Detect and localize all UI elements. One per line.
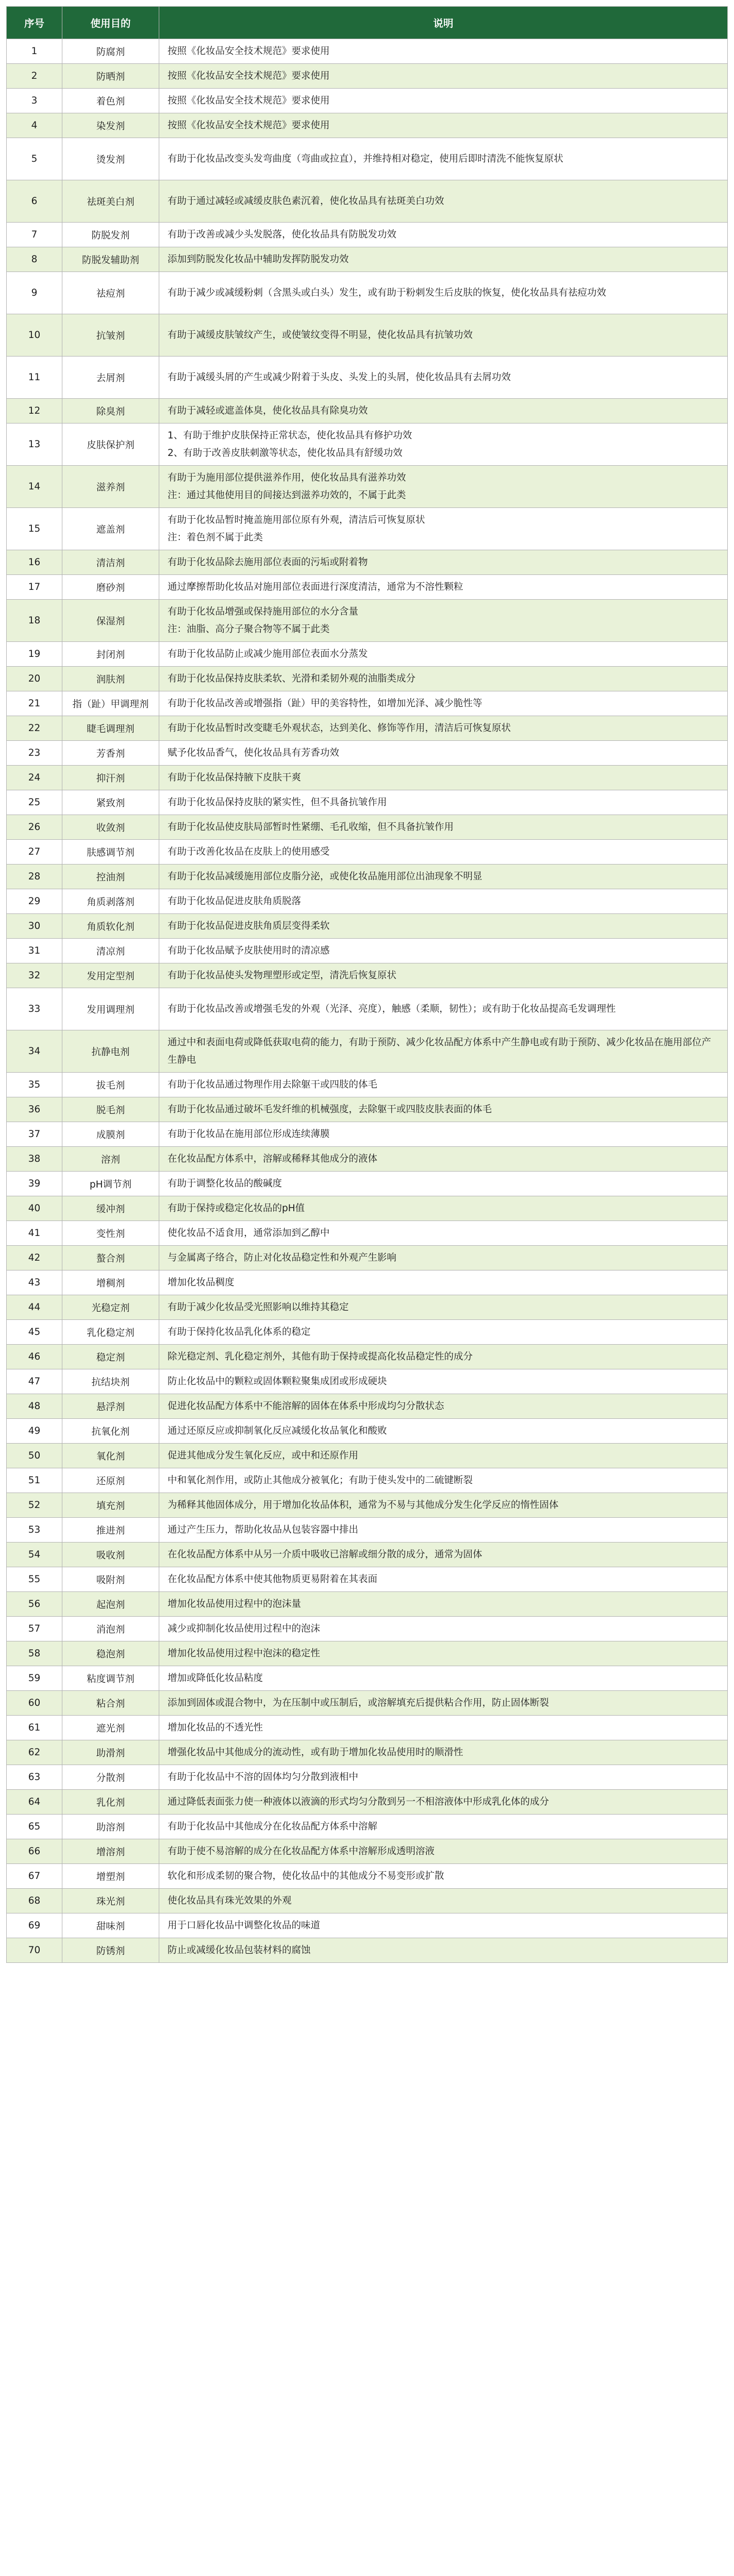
table-row <box>7 939 728 963</box>
table-row <box>7 1444 728 1468</box>
row-purpose: 抗氧化剂 <box>62 1419 159 1444</box>
row-purpose: 遮光剂 <box>62 1716 159 1740</box>
row-description: 增加化妆品稠度 <box>159 1270 728 1295</box>
table-row <box>7 790 728 815</box>
row-description: 通过产生压力，帮助化妆品从包装容器中排出 <box>159 1518 728 1543</box>
row-number: 58 <box>7 1641 62 1666</box>
row-description: 有助于化妆品除去施用部位表面的污垢或附着物 <box>159 550 728 575</box>
row-description: 增加化妆品使用过程中泡沫的稳定性 <box>159 1641 728 1666</box>
table-row <box>7 1320 728 1345</box>
row-number: 17 <box>7 575 62 600</box>
row-number: 24 <box>7 766 62 790</box>
table-row <box>7 89 728 113</box>
row-number: 9 <box>7 272 62 314</box>
row-number: 35 <box>7 1073 62 1097</box>
table-row <box>7 1691 728 1716</box>
row-number: 63 <box>7 1765 62 1790</box>
row-purpose: 脱毛剂 <box>62 1097 159 1122</box>
table-row <box>7 1493 728 1518</box>
row-purpose: 粘度调节剂 <box>62 1666 159 1691</box>
table-row <box>7 1097 728 1122</box>
table-row <box>7 691 728 716</box>
row-purpose: 螯合剂 <box>62 1246 159 1270</box>
table-row <box>7 1815 728 1839</box>
row-number: 44 <box>7 1295 62 1320</box>
row-description: 有助于调整化妆品的酸碱度 <box>159 1172 728 1196</box>
row-number: 62 <box>7 1740 62 1765</box>
row-number: 53 <box>7 1518 62 1543</box>
row-number: 5 <box>7 138 62 180</box>
row-description: 有助于减少化妆品受光照影响以维持其稳定 <box>159 1295 728 1320</box>
row-description: 有助于化妆品防止或减少施用部位表面水分蒸发 <box>159 642 728 667</box>
row-number: 22 <box>7 716 62 741</box>
table-row <box>7 314 728 357</box>
row-number: 32 <box>7 963 62 988</box>
table-row <box>7 1864 728 1889</box>
row-number: 6 <box>7 180 62 223</box>
row-description: 有助于化妆品在施用部位形成连续薄膜 <box>159 1122 728 1147</box>
table-row <box>7 1592 728 1617</box>
row-description: 有助于通过减轻或减缓皮肤色素沉着，使化妆品具有祛斑美白功效 <box>159 180 728 223</box>
row-number: 12 <box>7 399 62 423</box>
row-description: 通过中和表面电荷或降低获取电荷的能力，有助于预防、减少化妆品配方体系中产生静电或有助于预防、减少化妆品在施用部位产生静电 <box>159 1030 728 1073</box>
row-purpose: 皮肤保护剂 <box>62 423 159 466</box>
row-description: 有助于化妆品暂时改变睫毛外观状态，达到美化、修饰等作用，清洁后可恢复原状 <box>159 716 728 741</box>
table-row <box>7 1030 728 1073</box>
table-body <box>7 39 728 1963</box>
row-description: 有助于改善化妆品在皮肤上的使用感受 <box>159 840 728 865</box>
row-description: 减少或抑制化妆品使用过程中的泡沫 <box>159 1617 728 1641</box>
row-description: 有助于化妆品通过物理作用去除躯干或四肢的体毛 <box>159 1073 728 1097</box>
table-row <box>7 914 728 939</box>
row-number: 26 <box>7 815 62 840</box>
row-description: 有助于化妆品保持腋下皮肤干爽 <box>159 766 728 790</box>
row-purpose: 还原剂 <box>62 1468 159 1493</box>
row-number: 10 <box>7 314 62 357</box>
row-description: 在化妆品配方体系中，溶解或稀释其他成分的液体 <box>159 1147 728 1172</box>
row-number: 3 <box>7 89 62 113</box>
row-purpose: 消泡剂 <box>62 1617 159 1641</box>
row-number: 8 <box>7 247 62 272</box>
table-header-row <box>7 7 728 39</box>
row-description: 按照《化妆品安全技术规范》要求使用 <box>159 64 728 89</box>
row-description: 中和氧化剂作用，或防止其他成分被氧化；有助于使头发中的二硫键断裂 <box>159 1468 728 1493</box>
row-purpose: 磨砂剂 <box>62 575 159 600</box>
row-description: 有助于化妆品改变头发弯曲度（弯曲或拉直），并维持相对稳定，使用后即时清洗不能恢复原状 <box>159 138 728 180</box>
row-purpose: 吸收剂 <box>62 1543 159 1567</box>
row-number: 46 <box>7 1345 62 1369</box>
table-row <box>7 1122 728 1147</box>
row-purpose: 推进剂 <box>62 1518 159 1543</box>
row-purpose: 芳香剂 <box>62 741 159 766</box>
row-purpose: 除臭剂 <box>62 399 159 423</box>
row-purpose: 助溶剂 <box>62 1815 159 1839</box>
row-description: 有助于化妆品改善或增强毛发的外观（光泽、亮度），触感（柔顺，韧性）；或有助于化妆品提高毛发调理性 <box>159 988 728 1030</box>
table-row <box>7 667 728 691</box>
row-description: 有助于化妆品中其他成分在化妆品配方体系中溶解 <box>159 1815 728 1839</box>
row-description: 增加化妆品使用过程中的泡沫量 <box>159 1592 728 1617</box>
row-number: 4 <box>7 113 62 138</box>
row-number: 14 <box>7 466 62 508</box>
row-number: 42 <box>7 1246 62 1270</box>
table-row <box>7 766 728 790</box>
row-number: 56 <box>7 1592 62 1617</box>
row-purpose: 遮盖剂 <box>62 508 159 550</box>
row-description: 添加到防脱发化妆品中辅助发挥防脱发功效 <box>159 247 728 272</box>
row-purpose: 染发剂 <box>62 113 159 138</box>
table-row <box>7 247 728 272</box>
row-purpose: 分散剂 <box>62 1765 159 1790</box>
row-number: 61 <box>7 1716 62 1740</box>
row-number: 59 <box>7 1666 62 1691</box>
row-description: 有助于化妆品保持皮肤的紧实性，但不具备抗皱作用 <box>159 790 728 815</box>
row-number: 34 <box>7 1030 62 1073</box>
row-purpose: 稳泡剂 <box>62 1641 159 1666</box>
row-description: 有助于改善或减少头发脱落，使化妆品具有防脱发功效 <box>159 223 728 247</box>
row-purpose: 控油剂 <box>62 865 159 889</box>
table-row <box>7 423 728 466</box>
row-purpose: 助滑剂 <box>62 1740 159 1765</box>
row-number: 66 <box>7 1839 62 1864</box>
row-number: 13 <box>7 423 62 466</box>
row-purpose: 烫发剂 <box>62 138 159 180</box>
row-purpose: 增塑剂 <box>62 1864 159 1889</box>
table-row <box>7 988 728 1030</box>
row-purpose: 增溶剂 <box>62 1839 159 1864</box>
row-number: 64 <box>7 1790 62 1815</box>
table-row <box>7 138 728 180</box>
row-description: 有助于减缓皮肤皱纹产生，或使皱纹变得不明显，使化妆品具有抗皱功效 <box>159 314 728 357</box>
row-description: 按照《化妆品安全技术规范》要求使用 <box>159 113 728 138</box>
header-description: 说明 <box>159 7 728 39</box>
row-description: 有助于减轻或遮盖体臭，使化妆品具有除臭功效 <box>159 399 728 423</box>
row-number: 54 <box>7 1543 62 1567</box>
table-row <box>7 1295 728 1320</box>
row-description: 有助于为施用部位提供滋养作用，使化妆品具有滋养功效 注：通过其他使用目的间接达到滋养功效的，不属于此类 <box>159 466 728 508</box>
row-number: 2 <box>7 64 62 89</box>
table-row <box>7 1196 728 1221</box>
table-row <box>7 1246 728 1270</box>
row-purpose: 溶剂 <box>62 1147 159 1172</box>
table-row <box>7 1345 728 1369</box>
row-purpose: 乳化剂 <box>62 1790 159 1815</box>
row-purpose: 珠光剂 <box>62 1889 159 1913</box>
row-purpose: 睫毛调理剂 <box>62 716 159 741</box>
row-purpose: 肤感调节剂 <box>62 840 159 865</box>
row-purpose: 起泡剂 <box>62 1592 159 1617</box>
row-description: 防止化妆品中的颗粒或固体颗粒聚集成团或形成硬块 <box>159 1369 728 1394</box>
row-description: 有助于化妆品改善或增强指（趾）甲的美容特性，如增加光泽、减少脆性等 <box>159 691 728 716</box>
row-description: 在化妆品配方体系中使其他物质更易附着在其表面 <box>159 1567 728 1592</box>
row-purpose: 抗皱剂 <box>62 314 159 357</box>
row-purpose: 角质剥落剂 <box>62 889 159 914</box>
row-description: 有助于化妆品促进皮肤角质层变得柔软 <box>159 914 728 939</box>
row-purpose: 拔毛剂 <box>62 1073 159 1097</box>
table-row <box>7 963 728 988</box>
table-row <box>7 1468 728 1493</box>
row-purpose: 吸附剂 <box>62 1567 159 1592</box>
row-description: 有助于化妆品中不溶的固体均匀分散到液相中 <box>159 1765 728 1790</box>
row-number: 23 <box>7 741 62 766</box>
row-purpose: 抑汗剂 <box>62 766 159 790</box>
row-purpose: 缓冲剂 <box>62 1196 159 1221</box>
row-description: 按照《化妆品安全技术规范》要求使用 <box>159 39 728 64</box>
row-number: 20 <box>7 667 62 691</box>
table-row <box>7 889 728 914</box>
table-row <box>7 1394 728 1419</box>
table-row <box>7 1938 728 1963</box>
row-purpose: 紧致剂 <box>62 790 159 815</box>
row-number: 52 <box>7 1493 62 1518</box>
row-number: 70 <box>7 1938 62 1963</box>
table-row <box>7 1543 728 1567</box>
row-purpose: 稳定剂 <box>62 1345 159 1369</box>
row-number: 18 <box>7 600 62 642</box>
row-purpose: 增稠剂 <box>62 1270 159 1295</box>
row-purpose: 发用调理剂 <box>62 988 159 1030</box>
row-number: 50 <box>7 1444 62 1468</box>
table-row <box>7 1617 728 1641</box>
row-purpose: 光稳定剂 <box>62 1295 159 1320</box>
table-row <box>7 1419 728 1444</box>
table-row <box>7 39 728 64</box>
row-description: 赋予化妆品香气，使化妆品具有芳香功效 <box>159 741 728 766</box>
row-purpose: 抗结块剂 <box>62 1369 159 1394</box>
row-description: 在化妆品配方体系中从另一介质中吸收已溶解或细分散的成分，通常为固体 <box>159 1543 728 1567</box>
row-number: 49 <box>7 1419 62 1444</box>
row-purpose: 保湿剂 <box>62 600 159 642</box>
table-row <box>7 357 728 399</box>
row-number: 68 <box>7 1889 62 1913</box>
row-number: 47 <box>7 1369 62 1394</box>
row-description: 通过还原反应或抑制氧化反应减缓化妆品氧化和酸败 <box>159 1419 728 1444</box>
row-number: 7 <box>7 223 62 247</box>
table-row <box>7 223 728 247</box>
row-description: 防止或减缓化妆品包装材料的腐蚀 <box>159 1938 728 1963</box>
table-row <box>7 600 728 642</box>
row-number: 28 <box>7 865 62 889</box>
row-purpose: 防锈剂 <box>62 1938 159 1963</box>
row-number: 45 <box>7 1320 62 1345</box>
row-number: 48 <box>7 1394 62 1419</box>
table-row <box>7 741 728 766</box>
ingredient-purpose-table <box>6 6 728 1963</box>
row-description: 有助于化妆品减缓施用部位皮脂分泌，或使化妆品施用部位出油现象不明显 <box>159 865 728 889</box>
table-row <box>7 550 728 575</box>
row-purpose: 发用定型剂 <box>62 963 159 988</box>
row-number: 41 <box>7 1221 62 1246</box>
row-purpose: 防脱发辅助剂 <box>62 247 159 272</box>
row-purpose: 乳化稳定剂 <box>62 1320 159 1345</box>
table-row <box>7 865 728 889</box>
row-number: 51 <box>7 1468 62 1493</box>
row-purpose: pH调节剂 <box>62 1172 159 1196</box>
row-purpose: 着色剂 <box>62 89 159 113</box>
row-description: 软化和形成柔韧的聚合物，使化妆品中的其他成分不易变形或扩散 <box>159 1864 728 1889</box>
row-number: 57 <box>7 1617 62 1641</box>
table-row <box>7 466 728 508</box>
row-description: 增加化妆品的不透光性 <box>159 1716 728 1740</box>
row-purpose: 祛痘剂 <box>62 272 159 314</box>
row-number: 43 <box>7 1270 62 1295</box>
row-purpose: 防腐剂 <box>62 39 159 64</box>
table-row <box>7 1839 728 1864</box>
table-row <box>7 1666 728 1691</box>
table-row <box>7 840 728 865</box>
row-description: 有助于化妆品增强或保持施用部位的水分含量 注：油脂、高分子聚合物等不属于此类 <box>159 600 728 642</box>
table-row <box>7 1765 728 1790</box>
table-row <box>7 113 728 138</box>
row-purpose: 防晒剂 <box>62 64 159 89</box>
row-purpose: 祛斑美白剂 <box>62 180 159 223</box>
row-purpose: 润肤剂 <box>62 667 159 691</box>
row-description: 有助于保持化妆品乳化体系的稳定 <box>159 1320 728 1345</box>
row-description: 使化妆品不适食用，通常添加到乙醇中 <box>159 1221 728 1246</box>
row-number: 1 <box>7 39 62 64</box>
table-row <box>7 1147 728 1172</box>
table-row <box>7 1270 728 1295</box>
row-description: 用于口唇化妆品中调整化妆品的味道 <box>159 1913 728 1938</box>
row-number: 36 <box>7 1097 62 1122</box>
row-number: 67 <box>7 1864 62 1889</box>
row-description: 有助于化妆品通过破坏毛发纤维的机械强度，去除躯干或四肢皮肤表面的体毛 <box>159 1097 728 1122</box>
row-description: 除光稳定剂、乳化稳定剂外，其他有助于保持或提高化妆品稳定性的成分 <box>159 1345 728 1369</box>
row-description: 有助于化妆品赋予皮肤使用时的清凉感 <box>159 939 728 963</box>
row-description: 有助于化妆品暂时掩盖施用部位原有外观，清洁后可恢复原状 注：着色剂不属于此类 <box>159 508 728 550</box>
header-number: 序号 <box>7 7 62 39</box>
row-purpose: 指（趾）甲调理剂 <box>62 691 159 716</box>
row-description: 有助于减缓头屑的产生或减少附着于头皮、头发上的头屑，使化妆品具有去屑功效 <box>159 357 728 399</box>
row-description: 使化妆品具有珠光效果的外观 <box>159 1889 728 1913</box>
row-number: 31 <box>7 939 62 963</box>
row-purpose: 去屑剂 <box>62 357 159 399</box>
row-number: 30 <box>7 914 62 939</box>
row-number: 21 <box>7 691 62 716</box>
row-purpose: 悬浮剂 <box>62 1394 159 1419</box>
row-description: 按照《化妆品安全技术规范》要求使用 <box>159 89 728 113</box>
row-purpose: 变性剂 <box>62 1221 159 1246</box>
row-number: 15 <box>7 508 62 550</box>
row-number: 19 <box>7 642 62 667</box>
row-number: 29 <box>7 889 62 914</box>
row-number: 60 <box>7 1691 62 1716</box>
row-purpose: 氧化剂 <box>62 1444 159 1468</box>
row-description: 有助于化妆品使皮肤局部暂时性紧绷、毛孔收缩，但不具备抗皱作用 <box>159 815 728 840</box>
table-row <box>7 1790 728 1815</box>
table-row <box>7 1641 728 1666</box>
row-number: 55 <box>7 1567 62 1592</box>
row-description: 促进其他成分发生氧化反应，或中和还原作用 <box>159 1444 728 1468</box>
row-purpose: 成膜剂 <box>62 1122 159 1147</box>
row-description: 有助于化妆品保持皮肤柔软、光滑和柔韧外观的油脂类成分 <box>159 667 728 691</box>
row-description: 有助于使不易溶解的成分在化妆品配方体系中溶解形成透明溶液 <box>159 1839 728 1864</box>
table-row <box>7 1221 728 1246</box>
row-number: 39 <box>7 1172 62 1196</box>
table-row <box>7 399 728 423</box>
table-row <box>7 1889 728 1913</box>
row-description: 通过降低表面张力使一种液体以液滴的形式均匀分散到另一不相溶液体中形成乳化体的成分 <box>159 1790 728 1815</box>
row-purpose: 防脱发剂 <box>62 223 159 247</box>
row-purpose: 封闭剂 <box>62 642 159 667</box>
table-row <box>7 1740 728 1765</box>
table-row <box>7 1073 728 1097</box>
row-description: 有助于减少或减缓粉刺（含黑头或白头）发生，或有助于粉刺发生后皮肤的恢复，使化妆品具有祛痘功效 <box>159 272 728 314</box>
row-purpose: 角质软化剂 <box>62 914 159 939</box>
row-purpose: 填充剂 <box>62 1493 159 1518</box>
table-row <box>7 1716 728 1740</box>
row-number: 65 <box>7 1815 62 1839</box>
row-number: 33 <box>7 988 62 1030</box>
row-description: 有助于化妆品促进皮肤角质脱落 <box>159 889 728 914</box>
table-row <box>7 1369 728 1394</box>
row-description: 促进化妆品配方体系中不能溶解的固体在体系中形成均匀分散状态 <box>159 1394 728 1419</box>
row-purpose: 粘合剂 <box>62 1691 159 1716</box>
row-number: 37 <box>7 1122 62 1147</box>
row-description: 增强化妆品中其他成分的流动性，或有助于增加化妆品使用时的顺滑性 <box>159 1740 728 1765</box>
table-row <box>7 1518 728 1543</box>
row-description: 为稀释其他固体成分，用于增加化妆品体积，通常为不易与其他成分发生化学反应的惰性固体 <box>159 1493 728 1518</box>
row-purpose: 抗静电剂 <box>62 1030 159 1073</box>
table-row <box>7 1172 728 1196</box>
table-row <box>7 508 728 550</box>
table-row <box>7 1913 728 1938</box>
row-number: 11 <box>7 357 62 399</box>
row-purpose: 滋养剂 <box>62 466 159 508</box>
row-number: 69 <box>7 1913 62 1938</box>
table-row <box>7 1567 728 1592</box>
row-description: 与金属离子络合，防止对化妆品稳定性和外观产生影响 <box>159 1246 728 1270</box>
row-purpose: 收敛剂 <box>62 815 159 840</box>
table-row <box>7 815 728 840</box>
table-row <box>7 180 728 223</box>
row-purpose: 清洁剂 <box>62 550 159 575</box>
table-row <box>7 64 728 89</box>
row-description: 1、有助于维护皮肤保持正常状态，使化妆品具有修护功效 2、有助于改善皮肤刺激等状态，使化妆品具有舒缓功效 <box>159 423 728 466</box>
row-description: 添加到固体或混合物中，为在压制中或压制后，或溶解填充后提供粘合作用，防止固体断裂 <box>159 1691 728 1716</box>
row-description: 通过摩擦帮助化妆品对施用部位表面进行深度清洁，通常为不溶性颗粒 <box>159 575 728 600</box>
header-purpose: 使用目的 <box>62 7 159 39</box>
row-description: 有助于化妆品使头发物理塑形或定型，清洗后恢复原状 <box>159 963 728 988</box>
table-row <box>7 272 728 314</box>
row-number: 16 <box>7 550 62 575</box>
table-row <box>7 575 728 600</box>
row-number: 25 <box>7 790 62 815</box>
row-number: 38 <box>7 1147 62 1172</box>
row-description: 有助于保持或稳定化妆品的pH值 <box>159 1196 728 1221</box>
row-number: 40 <box>7 1196 62 1221</box>
row-purpose: 清凉剂 <box>62 939 159 963</box>
table-row <box>7 716 728 741</box>
row-number: 27 <box>7 840 62 865</box>
table-row <box>7 642 728 667</box>
row-purpose: 甜味剂 <box>62 1913 159 1938</box>
row-description: 增加或降低化妆品粘度 <box>159 1666 728 1691</box>
